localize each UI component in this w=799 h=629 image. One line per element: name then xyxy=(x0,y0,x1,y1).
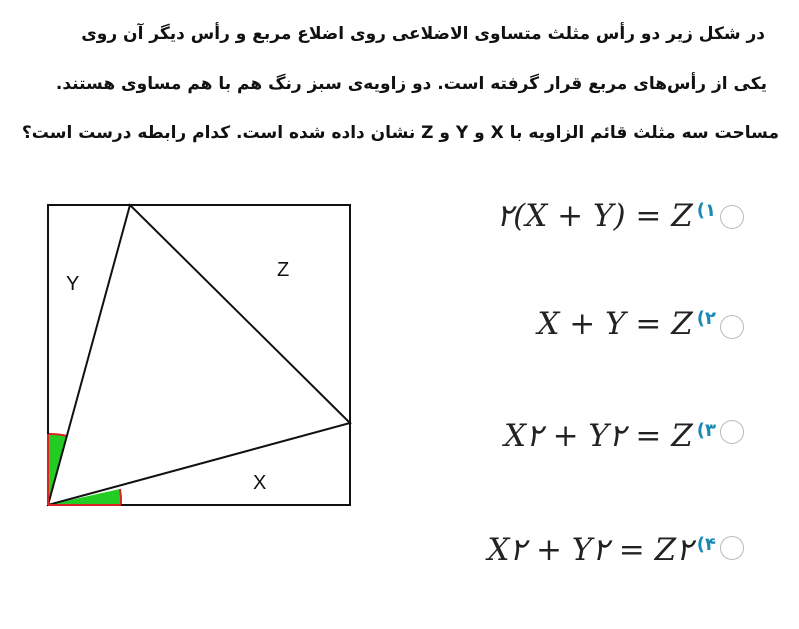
option-1-number: (۱ xyxy=(696,200,716,221)
option-3[interactable] xyxy=(504,418,716,454)
square xyxy=(48,205,350,505)
option-2-radio[interactable] xyxy=(720,315,744,339)
question-line-1: در شکل زیر دو رأس مثلث متساوی الاضلاعی روی اضلاع مربع و رأس دیگر آن روی xyxy=(81,24,765,44)
option-2-number: (۲ xyxy=(696,308,716,329)
option-1[interactable] xyxy=(497,198,717,234)
option-2[interactable] xyxy=(537,306,716,342)
option-4-radio[interactable] xyxy=(720,536,744,560)
question-line-2: یکی از رأس‌های مربع قرار گرفته است. دو زاویه‌ی سبز رنگ هم با هم مساوی هستند. xyxy=(55,74,767,94)
option-4-number: (۴ xyxy=(696,534,716,555)
label-x: X xyxy=(253,472,267,494)
option-1-formula: ۲(X + Y) = Z xyxy=(496,198,693,234)
option-3-number: (۳ xyxy=(696,420,716,441)
option-3-formula: X۲ + Y۲ = Z xyxy=(504,418,693,454)
label-y: Y xyxy=(66,273,80,295)
label-z: Z xyxy=(277,259,290,281)
equilateral-triangle xyxy=(48,205,350,505)
option-4-formula: X۲ + Y۲ = Z۲ xyxy=(487,532,693,568)
option-4[interactable] xyxy=(487,532,716,568)
option-2-formula: X + Y = Z xyxy=(537,306,693,342)
question-line-3: مساحت سه مثلث قائم الزاویه با X و Y و Z نشان داده شده است. کدام رابطه درست است؟ xyxy=(21,123,779,143)
option-3-radio[interactable] xyxy=(720,420,744,444)
option-1-radio[interactable] xyxy=(720,205,744,229)
